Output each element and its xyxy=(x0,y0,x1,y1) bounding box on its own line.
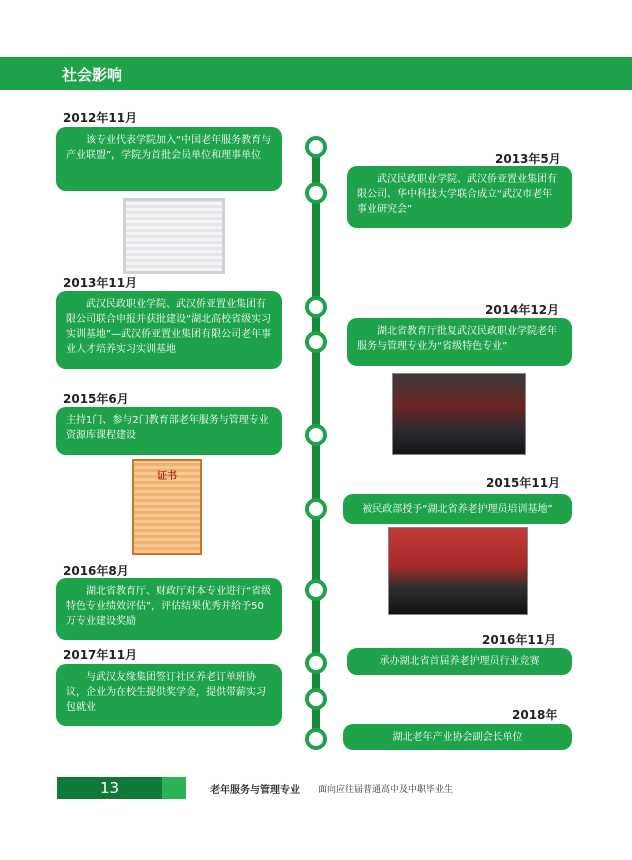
event-text: 武汉民政职业学院、武汉侨亚置业集团有限公司、华中科技大学联合成立“武汉市老年事业研究会” xyxy=(347,166,572,228)
footer-title: 老年服务与管理专业 xyxy=(210,785,300,796)
timeline-node xyxy=(305,331,327,353)
event-year: 2016年8月 xyxy=(63,564,129,578)
timeline-node xyxy=(305,688,327,710)
ceremony-photo xyxy=(388,527,528,615)
event-text: 该专业代表学院加入“中国老年服务教育与产业联盟”，学院为首批会员单位和理事单位 xyxy=(56,127,282,191)
event-text: 武汉民政职业学院、武汉侨亚置业集团有限公司联合申报并获批建设“湖北高校省级实习实训基地”—武汉侨亚置业集团有限公司老年事业人才培养实习实训基地 xyxy=(56,291,282,369)
event-text: 与武汉友缘集团签订社区养老订单班协议，企业为在校生提供奖学金，提供带薪实习包就业 xyxy=(56,664,282,726)
event-year: 2012年11月 xyxy=(63,111,138,125)
group-photo xyxy=(392,373,526,455)
event-text: 湖北省教育厅、财政厅对本专业进行“省级特色专业绩效评估”，评估结果优秀并给予50万专业建设奖励 xyxy=(56,578,282,640)
event-text: 湖北省教育厅批复武汉民政职业学院老年服务与管理专业为“省级特色专业” xyxy=(347,318,572,366)
certificate-image xyxy=(132,459,202,555)
timeline-node xyxy=(305,652,327,674)
timeline-node xyxy=(305,424,327,446)
event-year: 2018年 xyxy=(512,708,558,722)
section-title: 社会影响 xyxy=(62,66,123,84)
footer-accent-bar xyxy=(162,777,186,799)
timeline-node xyxy=(305,498,327,520)
timeline-node xyxy=(305,296,327,318)
event-text: 被民政部授予“湖北省养老护理员培训基地” xyxy=(343,494,572,524)
event-year: 2013年11月 xyxy=(63,276,138,290)
event-year: 2013年5月 xyxy=(495,152,561,166)
certificate-title: 证书 xyxy=(157,471,177,482)
event-text: 承办湖北省首届养老护理员行业竞赛 xyxy=(347,648,572,675)
timeline-node xyxy=(305,182,327,204)
certificate-image xyxy=(123,198,225,274)
event-year: 2016年11月 xyxy=(482,633,557,647)
event-year: 2015年6月 xyxy=(63,392,129,406)
timeline-node xyxy=(305,579,327,601)
event-text: 湖北老年产业协会副会长单位 xyxy=(343,724,572,750)
event-text: 主持1门、参与2门教育部老年服务与管理专业资源库课程建设 xyxy=(56,407,282,455)
event-year: 2017年11月 xyxy=(63,648,138,662)
footer-subtitle: 面向应往届普通高中及中职毕业生 xyxy=(318,785,454,795)
timeline-node xyxy=(305,728,327,750)
page-number: 13 xyxy=(99,779,120,797)
timeline-node xyxy=(305,136,327,158)
event-year: 2015年11月 xyxy=(486,476,561,490)
event-year: 2014年12月 xyxy=(485,303,560,317)
